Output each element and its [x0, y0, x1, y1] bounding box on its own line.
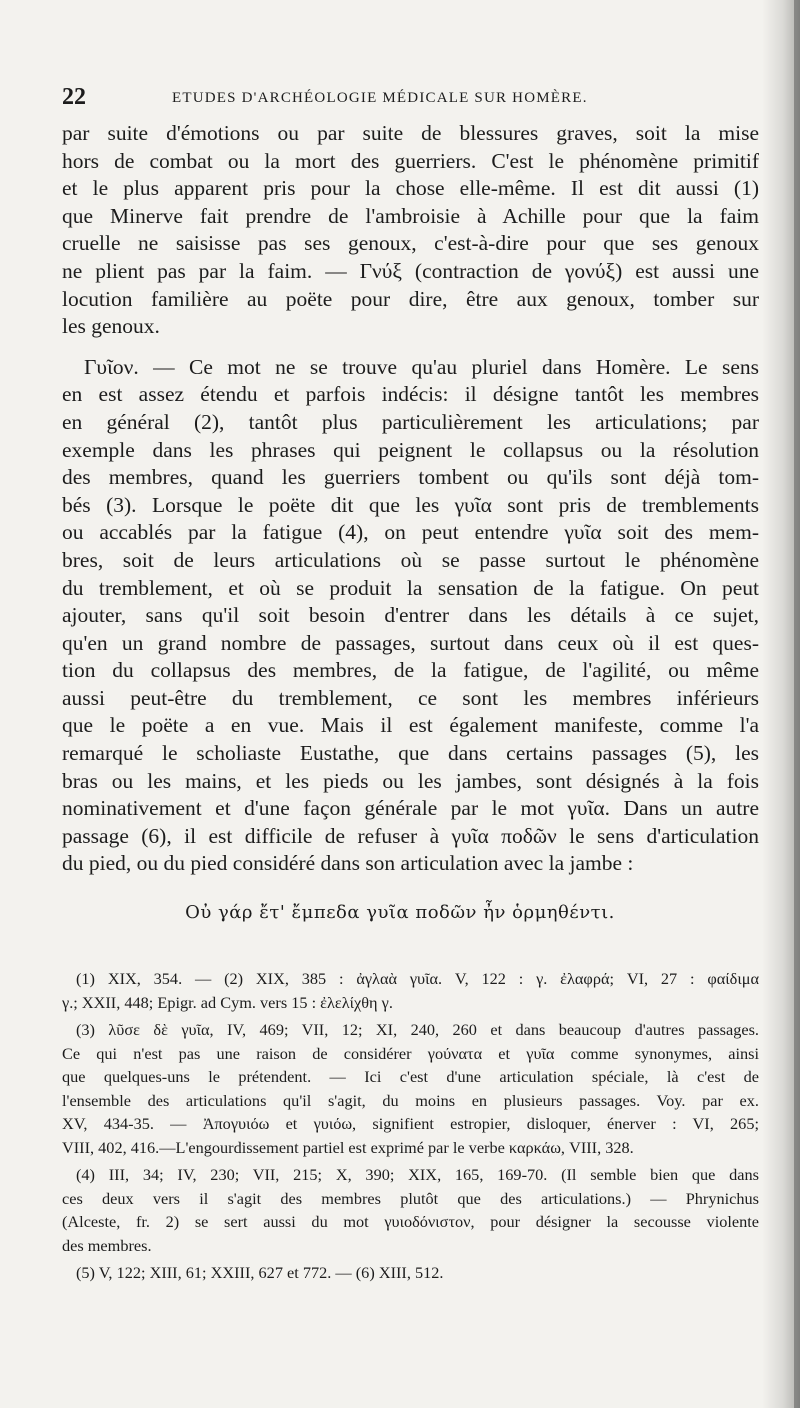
footnote-5-6 [62, 1261, 759, 1285]
text-line: du tremblement, et où se produit la sensation de la fatigue. On peut [62, 575, 759, 600]
footnote-line: Ce qui n'est pas une raison de considérer γούνατα et γυῖα comme synonymes, ainsi [62, 1043, 759, 1063]
text-line: en général (2), tantôt plus particulièrement les articulations; par [62, 409, 759, 434]
greek-verse-quotation: Οὐ γάρ ἔτ' ἔμπεδα γυῖα ποδῶν ἦν ὁρμηθέντι. [185, 902, 615, 923]
footnotes [62, 967, 759, 1285]
footnote-line: des membres. [62, 1235, 152, 1255]
text-line: du pied, ou du pied considéré dans son articulation avec la jambe : [62, 851, 634, 876]
paragraph-2 [62, 354, 759, 878]
text-line: ajouter, sans qu'il soit besoin d'entrer dans les détails à ce sujet, [62, 603, 759, 628]
text-line: exemple dans les phrases qui peignent le collapsus ou la résolution [62, 437, 759, 462]
text-line: nominativement et d'une façon générale par le mot γυῖα. Dans un autre [62, 796, 759, 821]
text-line: par suite d'émotions ou par suite de blessures graves, soit la mise [62, 121, 759, 145]
text-line: des membres, quand les guerriers tombent ou qu'ils sont déjà tom- [62, 465, 759, 490]
footnote-4 [62, 1163, 759, 1257]
page-header [62, 84, 762, 110]
text-line: qu'en un grand nombre de passages, surtout dans ceux où il est ques- [62, 630, 759, 655]
footnote-line: que quelques-uns le prétendent. — Ici c'est d'une articulation spéciale, là c'est de [62, 1067, 759, 1086]
footnote-line: (4) III, 34; IV, 230; VII, 215; X, 390; XIX, 165, 169-70. (Il semble bien que dans [76, 1165, 759, 1184]
text-line: hors de combat ou la mort des guerriers. C'est le phénomène primitif [62, 148, 759, 173]
text-line: que Minerve fait prendre de l'ambroisie à Achille pour que la faim [62, 203, 759, 228]
text-line: les genoux. [62, 314, 160, 339]
footnote-line: XV, 434-35. — Ἀπογυιόω et γυιόω, signifient estropier, disloquer, énerver : VI, 265; [62, 1114, 759, 1133]
running-title: ETUDES D'ARCHÉOLOGIE MÉDICALE SUR HOMÈRE. [172, 90, 588, 106]
text-line: bras ou les mains, et les pieds ou les jambes, sont désignés à la fois [62, 768, 759, 793]
text-line: ou accablés par la fatigue (4), on peut entendre γυῖα soit des mem- [62, 520, 759, 545]
text-line: cruelle ne saisisse pas ses genoux, c'est-à-dire pour que ses genoux [62, 231, 759, 256]
text-line: bres, soit de leurs articulations où se passe surtout le phénomène [62, 547, 759, 572]
text-line: ne plient pas par la faim. — Γνύξ (contraction de γονύξ) est aussi une [62, 258, 759, 283]
footnote-line: (3) λῦσε δὲ γυῖα, IV, 469; VII, 12; XI, 240, 260 et dans beaucoup d'autres passages. [76, 1020, 759, 1039]
footnote-line: γ.; XXII, 448; Epigr. ad Cym. vers 15 : ἐλελίχθη γ. [62, 992, 393, 1012]
paragraph-1 [62, 120, 759, 341]
text-line: locution familière au poëte pour dire, être aux genoux, tomber sur [62, 286, 759, 311]
page-number: 22 [62, 84, 86, 110]
text-line: tion du collapsus des membres, de la fatigue, de l'agilité, ou même [62, 658, 759, 683]
main-text [62, 120, 759, 878]
text-line: et le plus apparent pris pour la chose elle-même. Il est dit aussi (1) [62, 176, 759, 201]
footnote-line: (Alceste, fr. 2) se sert aussi du mot γυιοδόνιστον, pour désigner la secousse violente [62, 1212, 759, 1231]
text-line: en est assez étendu et parfois indécis: il désigne tantôt les membres [62, 382, 759, 407]
footnote-line: (5) V, 122; XIII, 61; XXIII, 627 et 772. — (6) XIII, 512. [76, 1263, 444, 1282]
text-line: passage (6), il est difficile de refuser à γυῖα ποδῶν le sens d'articulation [62, 823, 759, 848]
text-line: bés (3). Lorsque le poëte dit que les γυῖα sont pris de tremblements [62, 492, 759, 517]
footnote-line: (1) XIX, 354. — (2) XIX, 385 : ἀγλαὰ γυῖα. V, 122 : γ. ἐλαφρά; VI, 27 : φαίδιμα [76, 969, 759, 988]
text-line: Γυῖον. — Ce mot ne se trouve qu'au pluriel dans Homère. Le sens [84, 354, 759, 379]
footnote-line: l'ensemble des articulations qu'il s'agit, du moins en plusieurs passages. Voy. par ex. [62, 1090, 759, 1110]
binding-edge [794, 0, 800, 1408]
footnote-1-2 [62, 967, 759, 1014]
footnote-line: VIII, 402, 416.—L'engourdissement partiel est exprimé par le verbe καρκάω, VIII, 328. [62, 1137, 634, 1157]
footnote-3 [62, 1018, 759, 1159]
text-line: que le poëte a en vue. Mais il est également manifeste, comme l'a [62, 713, 759, 738]
text-line: remarqué le scholiaste Eustathe, que dans certains passages (5), les [62, 741, 759, 766]
footnote-line: ces deux vers il s'agit des membres plutôt que des articulations.) — Phrynichus [62, 1188, 759, 1208]
text-line: aussi peut-être du tremblement, ce sont les membres inférieurs [62, 685, 759, 710]
